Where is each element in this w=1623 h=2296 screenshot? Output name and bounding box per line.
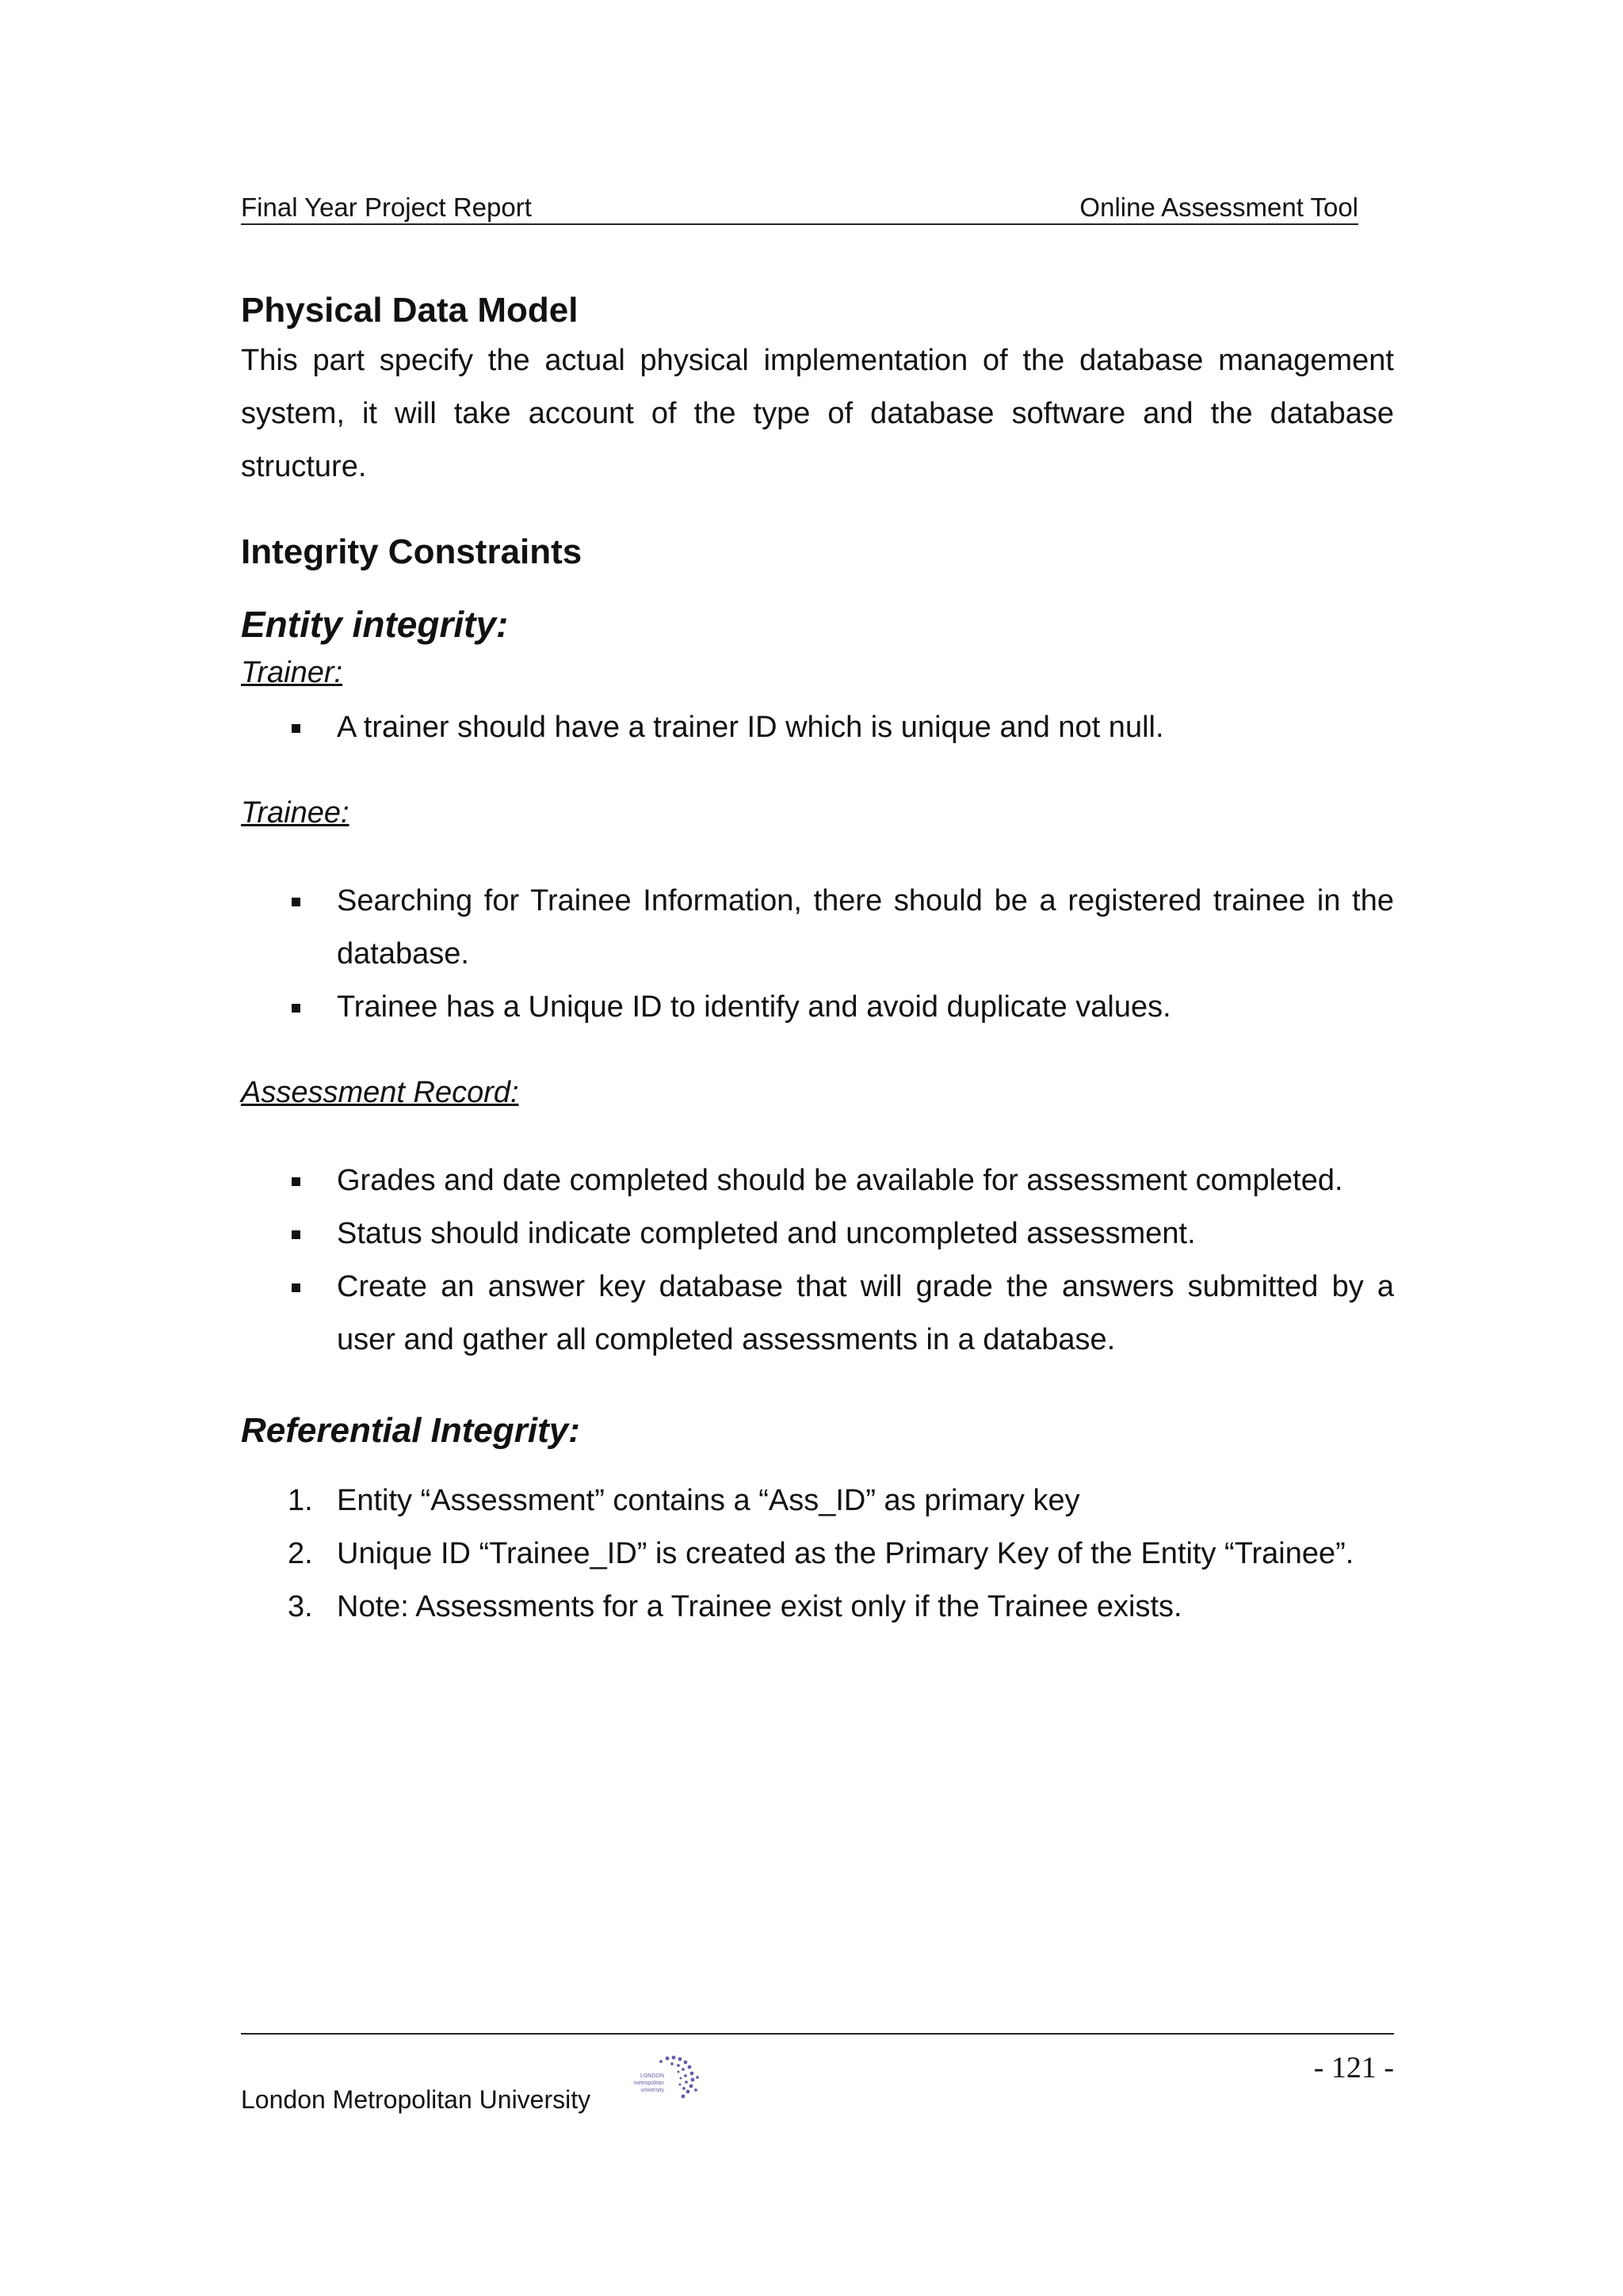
trainee-subheading: Trainee: (241, 796, 349, 830)
square-bullet-icon (292, 898, 300, 906)
physical-data-model-paragraph: This part specify the actual physical implementation of the database management system, it will take account of the type of database software and the database structure. (241, 344, 1394, 483)
square-bullet-icon (292, 1283, 300, 1292)
assessment-record-list (241, 1154, 1394, 1367)
square-bullet-icon (292, 1230, 300, 1239)
numbered-item (241, 1581, 1394, 1634)
list-item (241, 701, 1394, 754)
item-number: 1. (288, 1484, 313, 1517)
physical-data-model-heading: Physical Data Model (241, 291, 579, 330)
list-item-text: Create an answer key database that will grade the answers submitted by a user and gather all completed assessments in a database. (337, 1270, 1394, 1356)
list-item-text: Grades and date completed should be available for assessment completed. (337, 1164, 1343, 1197)
list-item-text: Status should indicate completed and uncompleted assessment. (337, 1217, 1196, 1250)
trainer-list (241, 701, 1394, 754)
trainee-list (241, 875, 1394, 1034)
numbered-item (241, 1527, 1394, 1581)
page-content (241, 287, 1394, 1634)
numbered-item (241, 1474, 1394, 1527)
university-logo-icon (615, 2054, 702, 2103)
square-bullet-icon (292, 724, 300, 733)
square-bullet-icon (292, 1177, 300, 1186)
list-item (241, 1207, 1394, 1261)
logo-word-london: LONDON (640, 2073, 664, 2079)
list-item (241, 1154, 1394, 1207)
list-item (241, 1261, 1394, 1367)
page-number: - 121 - (1313, 2051, 1394, 2084)
list-item (241, 981, 1394, 1034)
square-bullet-icon (292, 1004, 300, 1013)
logo-word-university: university (640, 2088, 664, 2093)
assessment-record-subheading: Assessment Record: (241, 1076, 519, 1109)
entity-integrity-heading: Entity integrity: (241, 604, 509, 645)
running-header (241, 192, 1358, 225)
numbered-item-text: Note: Assessments for a Trainee exist only if the Trainee exists. (337, 1590, 1182, 1623)
item-number: 3. (288, 1590, 313, 1623)
integrity-constraints-heading: Integrity Constraints (241, 532, 582, 571)
referential-integrity-heading: Referential Integrity: (241, 1411, 580, 1450)
logo-word-metropolitan: metropolitan (633, 2081, 664, 2086)
item-number: 2. (288, 1537, 313, 1570)
numbered-item-text: Unique ID “Trainee_ID” is created as the Primary Key of the Entity “Trainee”. (337, 1537, 1354, 1570)
list-item-text: Trainee has a Unique ID to identify and avoid duplicate values. (337, 990, 1171, 1024)
header-left-title: Final Year Project Report (241, 193, 532, 222)
referential-integrity-list (241, 1474, 1394, 1634)
trainer-subheading: Trainer: (241, 656, 343, 689)
list-item (241, 875, 1394, 981)
list-item-text: A trainer should have a trainer ID which is unique and not null. (337, 711, 1164, 744)
footer-institution: London Metropolitan University (241, 2085, 591, 2114)
footer-divider (241, 2033, 1394, 2035)
numbered-item-text: Entity “Assessment” contains a “Ass_ID” as primary key (337, 1484, 1080, 1517)
list-item-text: Searching for Trainee Information, there should be a registered trainee in the database. (337, 884, 1394, 971)
header-right-title: Online Assessment Tool (1079, 193, 1358, 222)
